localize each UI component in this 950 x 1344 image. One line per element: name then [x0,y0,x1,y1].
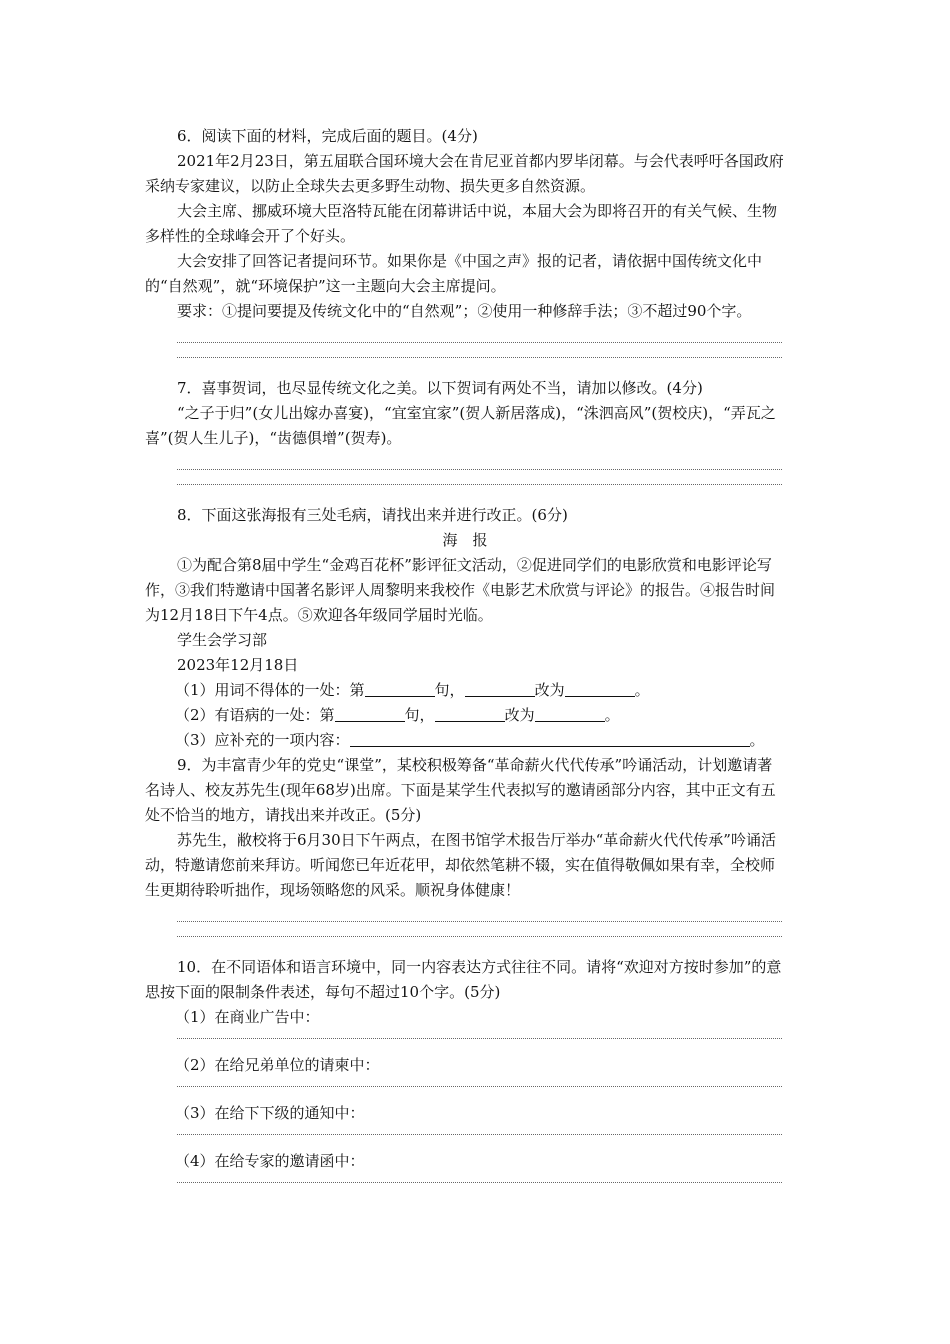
exam-page [145,124,785,1183]
q8-sub-2-blank-word[interactable] [435,705,505,722]
q8-sub-1-text-c: 改为 [534,681,565,699]
q8-sub-3-label: （3）应补充的一项内容： [175,731,350,749]
q10-item-3: （3）在给下下级的通知中： [175,1104,365,1122]
poster-body: ①为配合第8届中学生“金鸡百花杯”影评征文活动，②促进同学们的电影欣赏和电影评论写作，③我们特邀请中国著名影评人周黎明来我校作《电影艺术欣赏与评论》的报告。④报告时间为12月18日下午4点。⑤欢迎各年级同学届时光临。 [145,556,776,624]
q10-answer-line-4[interactable] [177,1182,782,1183]
q10-item-1: （1）在商业广告中： [175,1008,320,1026]
q8-sub-1-blank-word[interactable] [465,680,535,697]
q6-answer-line-1[interactable] [177,342,782,343]
q8-sub-1-blank-fix[interactable] [565,680,635,697]
q8-sub-2-text-c: 改为 [504,706,535,724]
q9-title: 9．为丰富青少年的党史“课堂”，某校积极筹备“革命薪火代代传承”吟诵活动，计划邀请著名诗人、校友苏先生(现年68岁)出席。下面是某学生代表拟写的邀请函部分内容，其中正文有五处不恰当的地方，请找出来并改正。(5分) [145,756,776,824]
q7-paragraph: “之子于归”(女儿出嫁办喜宴)，“宜室宜家”(贺人新居落成)，“洙泗高风”(贺校庆)，“弄瓦之喜”(贺人生儿子)，“齿德俱增”(贺寿)。 [145,404,776,447]
q8-sub-3-blank[interactable] [350,730,750,747]
q8-sub-2-label: （2）有语病的一处：第 [175,706,335,724]
q9-answer-line-1[interactable] [177,921,782,922]
q9-invitation-text: 苏先生，敝校将于6月30日下午两点，在图书馆学术报告厅举办“革命薪火代代传承”吟诵活动，特邀请您前来拜访。听闻您已年近花甲，却依然笔耕不辍，实在值得敬佩如果有幸，全校师生更期待聆听拙作，现场领略您的风采。顺祝身体健康！ [145,831,776,899]
q8-sub-2-blank-sentence[interactable] [335,705,405,722]
q10-answer-line-1[interactable] [177,1038,782,1039]
q8-sub-1-text-b: 句， [434,681,465,699]
q8-sub-3-end: 。 [749,731,765,749]
q8-sub-2 [145,703,785,728]
q10-answer-line-3[interactable] [177,1134,782,1135]
q6-paragraph-1: 2021年2月23日，第五届联合国环境大会在肯尼亚首都内罗毕闭幕。与会代表呼吁各国政府采纳专家建议，以防止全球失去更多野生动物、损失更多自然资源。 [145,152,784,195]
q10-item-2: （2）在给兄弟单位的请柬中： [175,1056,380,1074]
q6-requirements: 要求：①提问要提及传统文化中的“自然观”；②使用一种修辞手法；③不超过90个字。 [177,302,752,320]
q8-sub-1 [145,678,785,703]
q7-title: 7．喜事贺词，也尽显传统文化之美。以下贺词有两处不当，请加以修改。(4分) [177,379,703,397]
q8-sub-3 [145,728,785,753]
q10-title: 10．在不同语体和语言环境中，同一内容表达方式往往不同。请将“欢迎对方按时参加”的意思按下面的限制条件表述，每句不超过10个字。(5分) [145,958,782,1001]
q6-paragraph-3: 大会安排了回答记者提问环节。如果你是《中国之声》报的记者，请依据中国传统文化中的“自然观”，就“环境保护”这一主题向大会主席提问。 [145,252,763,295]
q8-sub-2-text-b: 句， [404,706,435,724]
q8-sub-2-end: 。 [604,706,620,724]
q9-answer-line-2[interactable] [177,936,782,937]
q7-answer-line-2[interactable] [177,484,782,485]
q10-item-4: （4）在给专家的邀请函中： [175,1152,365,1170]
q8-sub-1-blank-sentence[interactable] [365,680,435,697]
q8-sub-2-blank-fix[interactable] [535,705,605,722]
q6-title: 6．阅读下面的材料，完成后面的题目。(4分) [177,127,478,145]
poster-signature: 学生会学习部 [177,631,268,649]
q8-sub-1-label: （1）用词不得体的一处：第 [175,681,365,699]
q6-answer-line-2[interactable] [177,357,782,358]
q8-sub-1-end: 。 [634,681,650,699]
poster-title: 海 报 [442,531,488,549]
q6-paragraph-2: 大会主席、挪威环境大臣洛特瓦能在闭幕讲话中说，本届大会为即将召开的有关气候、生物多样性的全球峰会开了个好头。 [145,202,778,245]
q7-answer-line-1[interactable] [177,469,782,470]
q8-title: 8．下面这张海报有三处毛病，请找出来并进行改正。(6分) [177,506,568,524]
poster-date: 2023年12月18日 [177,656,299,674]
q10-answer-line-2[interactable] [177,1086,782,1087]
